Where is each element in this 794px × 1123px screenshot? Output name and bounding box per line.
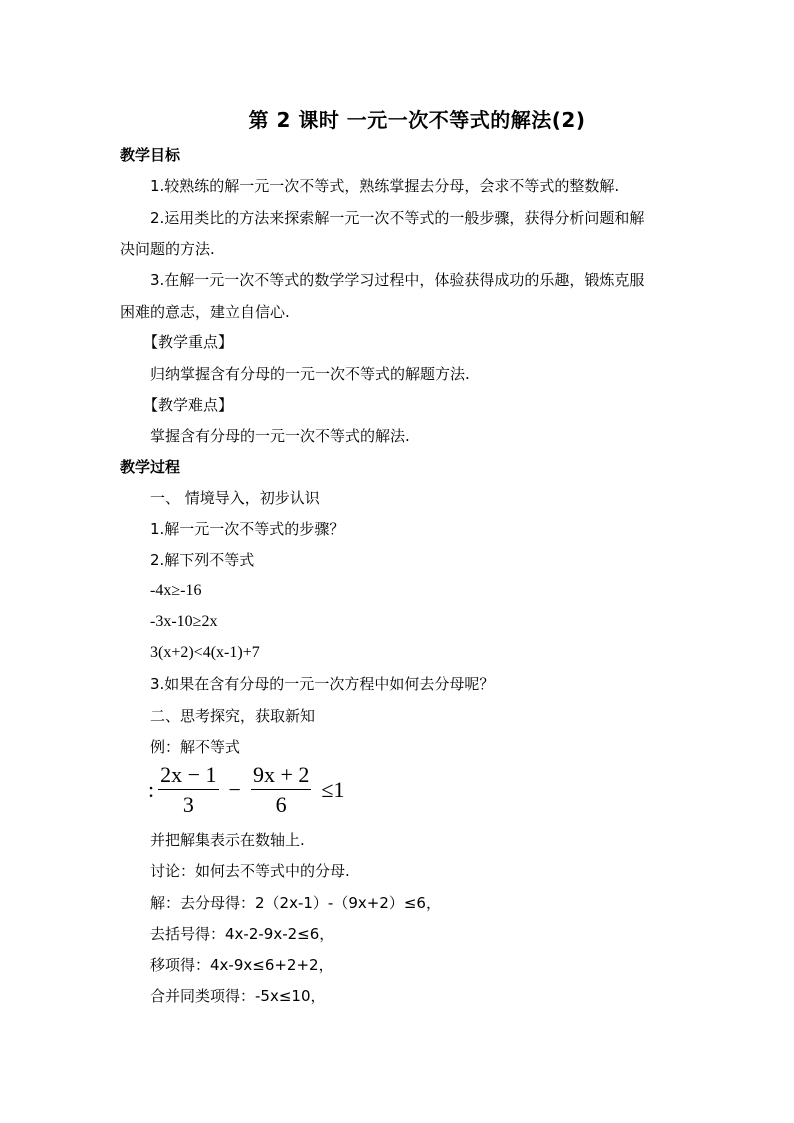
formula-rhs: ≤1 bbox=[321, 777, 345, 802]
inequality-2: -3x-10≥2x bbox=[150, 613, 218, 630]
fraction-1-denominator: 3 bbox=[182, 791, 194, 817]
question-2: 2.解下列不等式 bbox=[150, 551, 255, 569]
formula-prefix: : bbox=[148, 777, 155, 802]
inequality-3: 3(x+2)<4(x-1)+7 bbox=[150, 644, 260, 661]
objective-2-line-b: 决问题的方法. bbox=[120, 240, 215, 258]
example-label: 例：解不等式 bbox=[150, 738, 241, 756]
fraction-1-numerator: 2x − 1 bbox=[158, 763, 218, 790]
process-heading: 教学过程 bbox=[120, 458, 181, 476]
objective-2-line-a: 2.运用类比的方法来探索解一元一次不等式的一般步骤，获得分析问题和解 bbox=[150, 209, 645, 227]
number-line-instruction: 并把解集表示在数轴上. bbox=[150, 831, 305, 849]
key-points-heading: 【教学重点】 bbox=[143, 333, 234, 351]
objective-3-line-b: 困难的意志，建立自信心. bbox=[120, 303, 290, 321]
fraction-2-denominator: 6 bbox=[275, 791, 287, 817]
key-points-text: 归纳掌握含有分母的一元一次不等式的解题方法. bbox=[150, 365, 470, 383]
discussion-prompt: 讨论：如何去不等式中的分母. bbox=[150, 862, 350, 880]
solution-step-2: 去括号得：4x-2-9x-2≤6， bbox=[150, 925, 335, 943]
lesson-title: 第 2 课时 一元一次不等式的解法(2) bbox=[248, 108, 586, 132]
solution-step-3: 移项得：4x-9x≤6+2+2， bbox=[150, 956, 334, 974]
formula-minus: − bbox=[228, 777, 241, 802]
section-1-title: 一、 情境导入，初步认识 bbox=[150, 489, 320, 507]
example-formula bbox=[148, 760, 350, 820]
section-2-title: 二、思考探究，获取新知 bbox=[150, 707, 316, 725]
solution-step-1: 解：去分母得：2（2x-1）-（9x+2）≤6， bbox=[150, 894, 441, 912]
objective-1: 1.较熟练的解一元一次不等式，熟练掌握去分母，会求不等式的整数解. bbox=[150, 177, 620, 195]
inequality-1: -4x≥-16 bbox=[150, 582, 202, 599]
fraction-2-numerator: 9x + 2 bbox=[251, 763, 311, 790]
solution-step-4: 合并同类项得：-5x≤10， bbox=[150, 987, 326, 1005]
question-3: 3.如果在含有分母的一元一次方程中如何去分母呢？ bbox=[150, 675, 495, 693]
fraction-1 bbox=[158, 763, 218, 818]
difficult-points-heading: 【教学难点】 bbox=[143, 396, 234, 414]
objectives-heading: 教学目标 bbox=[120, 146, 181, 164]
question-1: 1.解一元一次不等式的步骤？ bbox=[150, 520, 345, 538]
objective-3-line-a: 3.在解一元一次不等式的数学学习过程中，体验获得成功的乐趣，锻炼克服 bbox=[150, 271, 645, 289]
difficult-points-text: 掌握含有分母的一元一次不等式的解法. bbox=[150, 427, 410, 445]
fraction-2 bbox=[251, 763, 311, 818]
